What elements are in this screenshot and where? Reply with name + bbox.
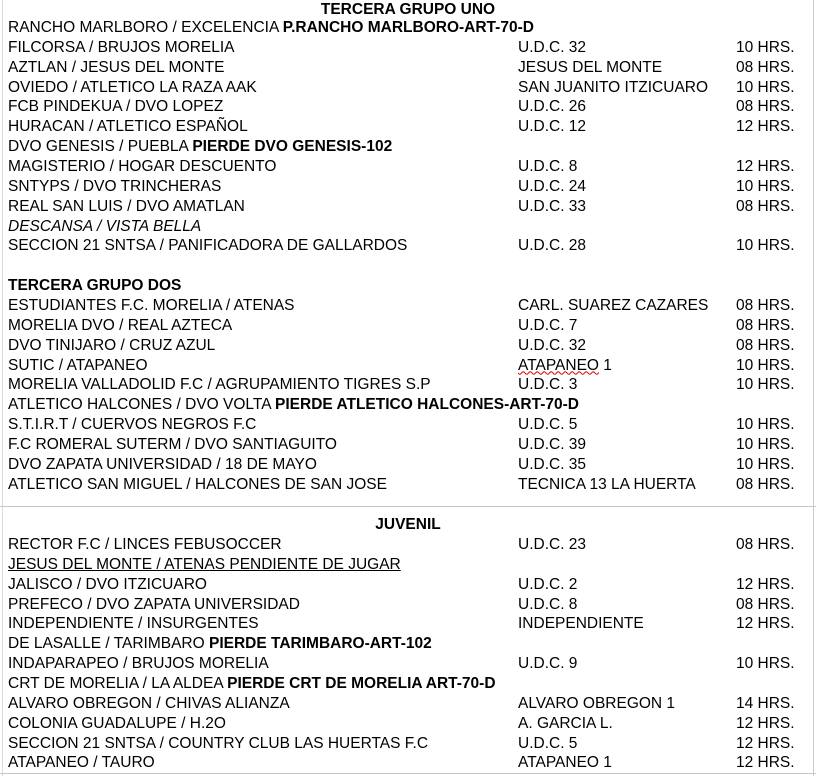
venue-cell: U.D.C. 39	[518, 435, 587, 453]
match-cell	[8, 97, 223, 117]
venue-cell: U.D.C. 9	[518, 655, 578, 673]
venue-cell: CARL. SUAREZ CAZARES	[518, 297, 709, 314]
match-cell	[8, 674, 496, 694]
match-cell	[8, 654, 269, 674]
schedule-row	[0, 555, 816, 575]
schedule-row	[0, 58, 816, 78]
time-cell: 08 HRS.	[736, 98, 795, 116]
schedule-row	[0, 38, 816, 58]
venue-cell: U.D.C. 24	[518, 177, 587, 195]
match-teams: ESTUDIANTES F.C. MORELIA / ATENAS	[8, 297, 295, 314]
venue-cell: ALVARO OBREGON 1	[518, 694, 676, 712]
match-cell	[8, 475, 387, 495]
schedule-row	[0, 395, 816, 415]
schedule-row	[0, 595, 816, 615]
venue-cell: A. GARCIA L.	[518, 714, 613, 732]
section-title-juvenil: JUVENIL	[375, 516, 441, 533]
match-teams: SECCION 21 SNTSA / PANIFICADORA DE GALLARDOS	[8, 237, 408, 255]
ruling-note: PIERDE TARIMBARO-ART-102	[209, 635, 432, 653]
match-teams: SUTIC / ATAPANEO	[8, 356, 148, 374]
match-teams: DVO ZAPATA UNIVERSIDAD / 18 DE MAYO	[8, 455, 317, 473]
time-cell: 12 HRS.	[736, 734, 795, 752]
schedule-row	[0, 217, 816, 237]
schedule-row	[0, 734, 816, 754]
venue-cell: U.D.C. 5	[518, 416, 578, 434]
venue-cell: JESUS DEL MONTE	[518, 58, 663, 76]
schedule-row	[0, 475, 816, 495]
schedule-row	[0, 714, 816, 734]
section-title-grupo-dos: TERCERA GRUPO DOS	[8, 277, 182, 294]
match-teams: COLONIA GUADALUPE / H.2O	[8, 714, 226, 732]
time-cell: 12 HRS.	[736, 157, 795, 175]
match-cell	[8, 316, 232, 336]
venue-cell: U.D.C. 7	[518, 316, 578, 334]
match-teams: MAGISTERIO / HOGAR DESCUENTO	[8, 157, 277, 175]
match-teams: REAL SAN LUIS / DVO AMATLAN	[8, 197, 245, 215]
match-teams: SNTYPS / DVO TRINCHERAS	[8, 177, 222, 195]
match-cell	[8, 58, 224, 78]
schedule-row	[0, 535, 816, 555]
match-teams: ALVARO OBREGON / CHIVAS ALIANZA	[8, 694, 290, 712]
schedule-row	[0, 117, 816, 137]
time-cell: 10 HRS.	[736, 237, 795, 255]
schedule-row	[0, 296, 816, 316]
match-teams: JESUS DEL MONTE / ATENAS PENDIENTE DE JUGAR	[8, 555, 401, 573]
time-cell: 08 HRS.	[736, 475, 795, 493]
time-cell: 10 HRS.	[736, 38, 795, 56]
venue-cell: U.D.C. 23	[518, 536, 587, 553]
time-cell: 10 HRS.	[736, 78, 795, 96]
time-cell: 08 HRS.	[736, 197, 795, 215]
match-teams: JALISCO / DVO ITZICUARO	[8, 575, 207, 593]
match-cell	[8, 137, 392, 157]
match-cell	[8, 117, 248, 137]
match-teams: MORELIA DVO / REAL AZTECA	[8, 316, 233, 334]
schedule-row	[0, 336, 816, 356]
time-cell: 10 HRS.	[736, 416, 795, 434]
match-teams: AZTLAN / JESUS DEL MONTE	[8, 58, 225, 76]
venue-cell: U.D.C. 26	[518, 98, 587, 116]
time-cell: 10 HRS.	[736, 455, 795, 473]
match-cell	[8, 177, 221, 197]
match-cell	[8, 595, 300, 615]
venue-cell: TECNICA 13 LA HUERTA	[518, 475, 696, 493]
time-cell: 10 HRS.	[736, 655, 795, 673]
match-cell	[8, 217, 201, 237]
match-cell	[8, 356, 148, 376]
ruling-note: PIERDE CRT DE MORELIA ART-70-D	[227, 674, 496, 692]
schedule-row	[0, 157, 816, 177]
section-divider	[0, 506, 816, 507]
match-cell	[8, 236, 407, 256]
venue-cell: U.D.C. 8	[518, 157, 578, 175]
schedule-row	[0, 316, 816, 336]
match-cell	[8, 435, 337, 455]
venue-cell	[518, 356, 612, 376]
time-cell: 10 HRS.	[736, 356, 795, 374]
venue-cell: ATAPANEO 1	[518, 754, 612, 772]
ruling-note: PIERDE DVO GENESIS-102	[192, 138, 393, 156]
match-cell	[8, 296, 295, 316]
schedule-row	[0, 634, 816, 654]
schedule-row	[0, 694, 816, 714]
time-cell: 12 HRS.	[736, 615, 795, 633]
match-cell	[8, 694, 290, 714]
match-cell	[8, 714, 226, 734]
schedule-row	[0, 177, 816, 197]
time-cell: 08 HRS.	[736, 336, 795, 354]
match-teams: HURACAN / ATLETICO ESPAÑOL	[8, 118, 248, 136]
schedule-row	[0, 97, 816, 117]
match-teams: FILCORSA / BRUJOS MORELIA	[8, 38, 235, 56]
venue-cell: U.D.C. 8	[518, 595, 578, 613]
match-cell	[8, 375, 431, 395]
time-cell: 08 HRS.	[736, 536, 795, 553]
time-cell: 12 HRS.	[736, 754, 795, 772]
match-teams: FCB PINDEKUA / DVO LOPEZ	[8, 98, 224, 116]
venue-cell: U.D.C. 35	[518, 455, 587, 473]
schedule-row	[0, 18, 816, 38]
match-cell	[8, 753, 155, 773]
time-cell: 08 HRS.	[736, 58, 795, 76]
match-cell	[8, 18, 534, 38]
match-cell	[8, 336, 215, 356]
time-cell: 10 HRS.	[736, 376, 795, 394]
match-cell	[8, 415, 256, 435]
time-cell: 10 HRS.	[736, 435, 795, 453]
schedule-row	[0, 356, 816, 376]
schedule-row	[0, 753, 816, 773]
match-teams: SECCION 21 SNTSA / COUNTRY CLUB LAS HUERTAS F.C	[8, 734, 429, 752]
schedule-row	[0, 614, 816, 634]
venue-cell: U.D.C. 3	[518, 376, 578, 394]
venue-cell: U.D.C. 32	[518, 336, 587, 354]
match-cell	[8, 157, 276, 177]
match-cell	[8, 614, 259, 634]
match-teams: PREFECO / DVO ZAPATA UNIVERSIDAD	[8, 595, 300, 613]
time-cell: 08 HRS.	[736, 595, 795, 613]
match-teams: INDEPENDIENTE / INSURGENTES	[8, 615, 259, 633]
time-cell: 12 HRS.	[736, 714, 795, 732]
venue-number: 1	[598, 356, 612, 374]
match-teams: DVO TINIJARO / CRUZ AZUL	[8, 336, 216, 354]
ruling-note: PIERDE ATLETICO HALCONES-ART-70-D	[275, 396, 579, 414]
venue-cell: U.D.C. 12	[518, 118, 587, 136]
time-cell: 14 HRS.	[736, 694, 795, 712]
venue-cell: INDEPENDIENTE	[518, 615, 644, 633]
match-cell	[8, 535, 282, 555]
match-teams: ATLETICO SAN MIGUEL / HALCONES DE SAN JOSE	[8, 475, 387, 493]
venue-cell: U.D.C. 5	[518, 734, 578, 752]
ruling-note: P.RANCHO MARLBORO-ART-70-D	[282, 19, 534, 36]
match-cell	[8, 575, 207, 595]
time-cell: 08 HRS.	[736, 316, 795, 334]
match-cell	[8, 78, 257, 98]
match-teams: F.C ROMERAL SUTERM / DVO SANTIAGUITO	[8, 435, 337, 453]
schedule-row	[0, 674, 816, 694]
match-cell	[8, 455, 317, 475]
venue-cell: U.D.C. 33	[518, 197, 587, 215]
section-title-grupo-uno: TERCERA GRUPO UNO	[320, 1, 496, 18]
schedule-row	[0, 575, 816, 595]
time-cell: 12 HRS.	[736, 118, 795, 136]
venue-cell: U.D.C. 28	[518, 237, 587, 255]
schedule-row	[0, 375, 816, 395]
venue-name-flagged: ATAPANEO	[518, 356, 599, 374]
match-teams: ATAPANEO / TAURO	[8, 754, 155, 772]
match-teams: MORELIA VALLADOLID F.C / AGRUPAMIENTO TIGRES S.P	[8, 376, 431, 394]
match-cell	[8, 38, 235, 58]
venue-cell: U.D.C. 2	[518, 575, 578, 593]
match-teams: OVIEDO / ATLETICO LA RAZA AAK	[8, 78, 257, 96]
match-teams: DESCANSA / VISTA BELLA	[8, 217, 202, 235]
schedule-row	[0, 197, 816, 217]
schedule-row	[0, 455, 816, 475]
schedule-row	[0, 435, 816, 455]
match-cell	[8, 555, 401, 575]
time-cell: 12 HRS.	[736, 575, 795, 593]
match-teams: RANCHO MARLBORO / EXCELENCIA	[8, 19, 283, 36]
schedule-row	[0, 137, 816, 157]
match-teams: INDAPARAPEO / BRUJOS MORELIA	[8, 655, 269, 673]
venue-cell: SAN JUANITO ITZICUARO	[518, 78, 709, 96]
schedule-row	[0, 415, 816, 435]
schedule-row	[0, 78, 816, 98]
match-cell	[8, 197, 245, 217]
time-cell: 08 HRS.	[736, 297, 795, 314]
schedule-row	[0, 236, 816, 256]
match-teams: RECTOR F.C / LINCES FEBUSOCCER	[8, 536, 282, 553]
match-cell	[8, 395, 579, 415]
match-cell	[8, 634, 432, 654]
match-teams: DVO GENESIS / PUEBLA	[8, 138, 193, 156]
schedule-row	[0, 654, 816, 674]
time-cell: 10 HRS.	[736, 177, 795, 195]
match-teams: DE LASALLE / TARIMBARO	[8, 635, 209, 653]
match-teams: ATLETICO HALCONES / DVO VOLTA	[8, 396, 276, 414]
match-cell	[8, 734, 428, 754]
match-teams: CRT DE MORELIA / LA ALDEA	[8, 674, 228, 692]
match-teams: S.T.I.R.T / CUERVOS NEGROS F.C	[8, 416, 257, 434]
venue-cell: U.D.C. 32	[518, 38, 587, 56]
